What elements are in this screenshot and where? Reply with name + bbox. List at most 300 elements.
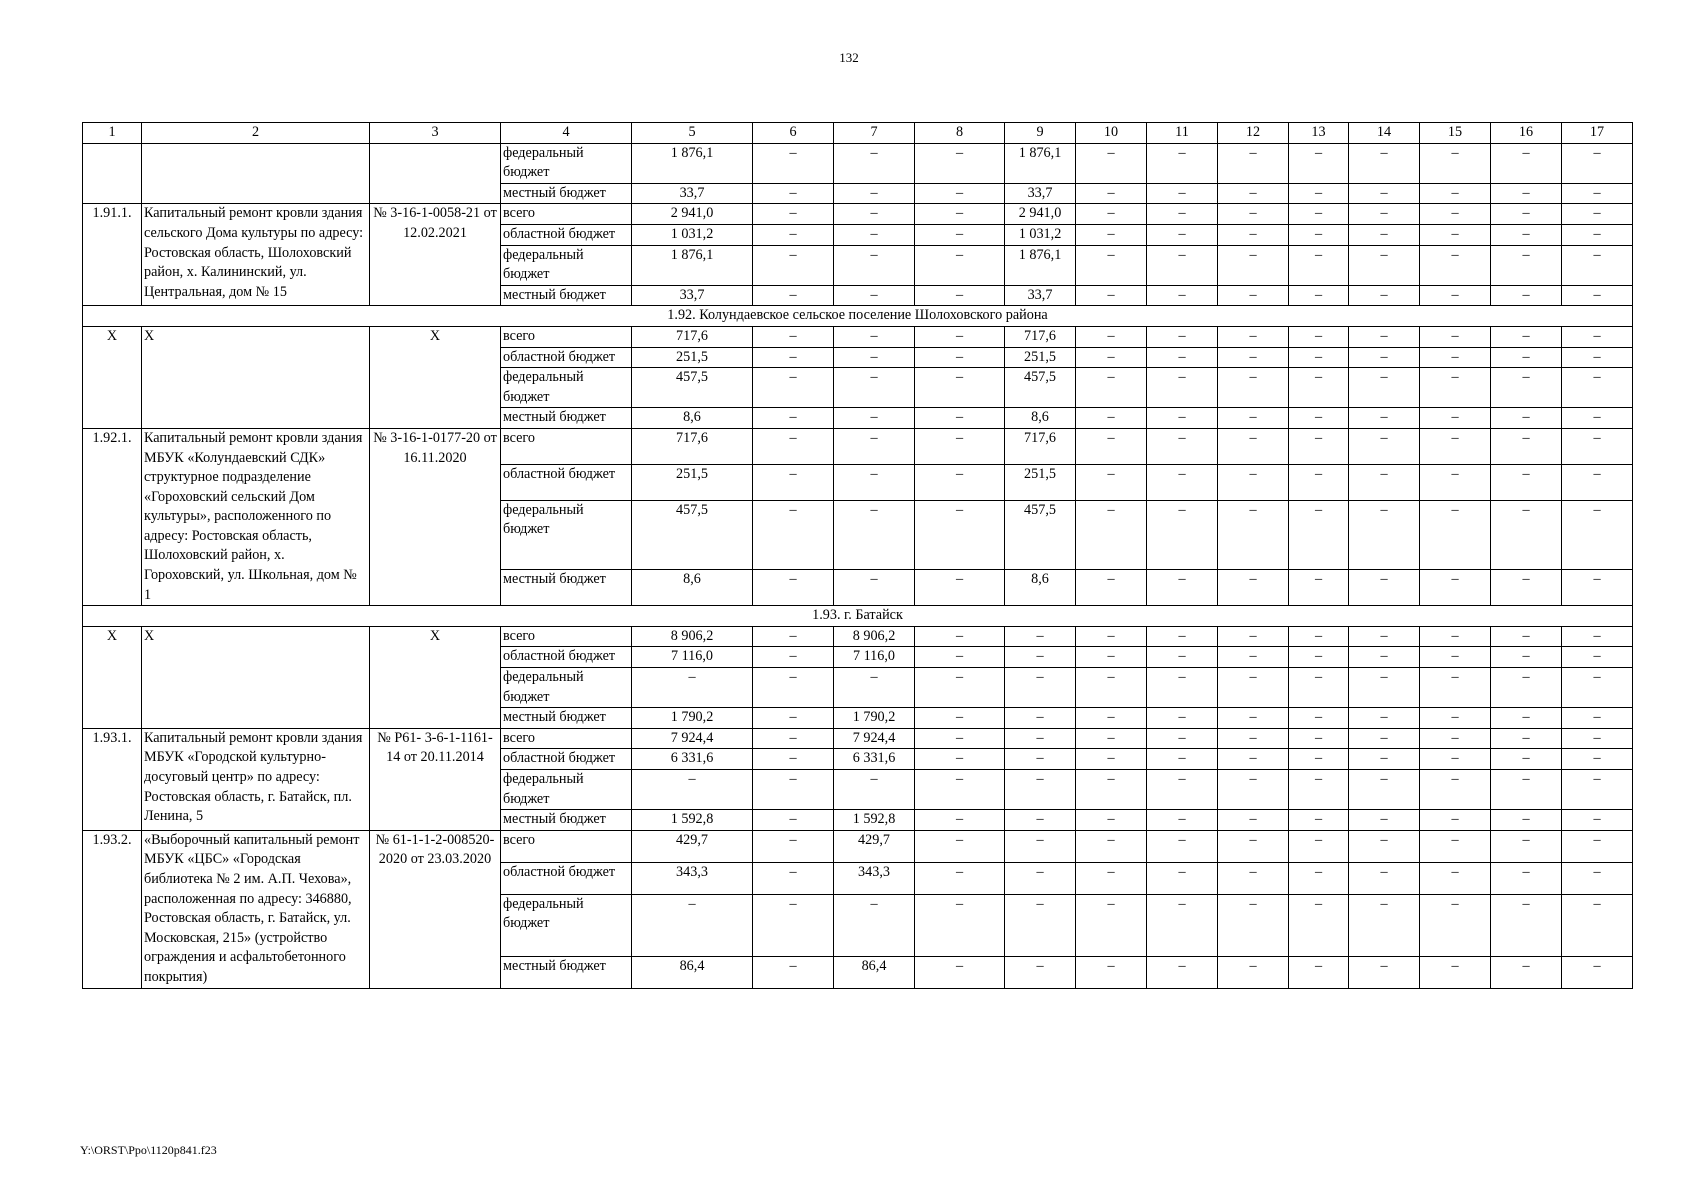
value-cell: – [915,368,1005,408]
value-cell: – [1147,728,1218,749]
value-cell: – [1147,668,1218,708]
value-cell: – [1491,368,1562,408]
value-cell: – [1005,770,1076,810]
value-cell: – [1491,285,1562,306]
value-cell: – [1562,204,1633,225]
value-cell: – [1562,464,1633,500]
budget-type-cell: местный бюджет [501,956,632,988]
value-cell: – [915,500,1005,570]
value-cell: – [1289,810,1349,831]
budget-type-cell: всего [501,728,632,749]
value-cell: 7 924,4 [632,728,753,749]
value-cell: – [1218,570,1289,606]
value-cell: 6 331,6 [834,749,915,770]
budget-type-cell: местный бюджет [501,285,632,306]
value-cell: – [1076,500,1147,570]
value-cell: – [1562,894,1633,956]
value-cell: – [1420,894,1491,956]
value-cell: – [1562,368,1633,408]
value-cell: 1 876,1 [1005,245,1076,285]
value-cell: 251,5 [632,347,753,368]
value-cell: 1 031,2 [632,224,753,245]
item-number-cell: Х [83,326,142,428]
value-cell: – [915,347,1005,368]
value-cell: – [1289,285,1349,306]
value-cell: – [1289,668,1349,708]
value-cell: – [1076,570,1147,606]
value-cell: – [1349,368,1420,408]
value-cell: 33,7 [632,285,753,306]
value-cell: – [834,500,915,570]
value-cell: – [1420,204,1491,225]
header-cell: 5 [632,123,753,144]
value-cell: – [1562,647,1633,668]
value-cell: – [1147,810,1218,831]
value-cell: – [1147,347,1218,368]
budget-type-cell: всего [501,326,632,347]
document-cell: № 3-16-1-0177-20 от 16.11.2020 [370,428,501,605]
value-cell: – [1076,204,1147,225]
item-number-cell: 1.93.1. [83,728,142,830]
value-cell: – [1420,956,1491,988]
value-cell: – [1562,428,1633,464]
value-cell: – [1289,224,1349,245]
header-cell: 3 [370,123,501,144]
value-cell: – [753,770,834,810]
budget-type-cell: областной бюджет [501,464,632,500]
value-cell: – [1420,810,1491,831]
value-cell: – [915,245,1005,285]
value-cell: – [1147,368,1218,408]
header-cell: 6 [753,123,834,144]
value-cell: – [1491,204,1562,225]
value-cell: 343,3 [632,862,753,894]
value-cell: 251,5 [1005,347,1076,368]
value-cell: – [1491,770,1562,810]
value-cell: 1 790,2 [632,708,753,729]
value-cell: – [1147,770,1218,810]
value-cell: – [1349,500,1420,570]
value-cell: 33,7 [632,183,753,204]
value-cell: – [1491,347,1562,368]
value-cell: – [753,368,834,408]
value-cell: – [1147,326,1218,347]
value-cell: – [1420,728,1491,749]
value-cell: – [1349,143,1420,183]
value-cell: – [1005,708,1076,729]
value-cell: – [1491,408,1562,429]
value-cell: – [1076,770,1147,810]
value-cell: – [1289,894,1349,956]
table-body [83,143,1633,988]
value-cell: 1 031,2 [1005,224,1076,245]
budget-type-cell: местный бюджет [501,708,632,729]
value-cell: – [1491,428,1562,464]
value-cell: – [1147,749,1218,770]
value-cell: 2 941,0 [632,204,753,225]
value-cell: – [1420,708,1491,729]
value-cell: – [1147,183,1218,204]
budget-type-cell: областной бюджет [501,862,632,894]
value-cell: – [1349,464,1420,500]
item-number-cell: 1.92.1. [83,428,142,605]
value-cell: – [834,408,915,429]
value-cell: – [1147,285,1218,306]
value-cell: – [915,708,1005,729]
value-cell: – [1562,668,1633,708]
value-cell: – [1147,500,1218,570]
value-cell: – [1420,347,1491,368]
value-cell: – [1420,143,1491,183]
value-cell: – [1218,500,1289,570]
value-cell: 86,4 [632,956,753,988]
value-cell: – [1562,626,1633,647]
value-cell: – [1289,245,1349,285]
value-cell: – [1218,428,1289,464]
value-cell: – [1420,224,1491,245]
value-cell: – [915,810,1005,831]
value-cell: – [1420,668,1491,708]
value-cell: – [1349,326,1420,347]
value-cell: – [753,183,834,204]
value-cell: – [1218,956,1289,988]
value-cell: – [1289,368,1349,408]
budget-type-cell: местный бюджет [501,183,632,204]
header-cell: 8 [915,123,1005,144]
value-cell: – [1218,464,1289,500]
value-cell: – [1218,862,1289,894]
value-cell: 8 906,2 [834,626,915,647]
value-cell: – [1349,830,1420,862]
value-cell: 1 876,1 [632,143,753,183]
value-cell: – [915,862,1005,894]
value-cell: – [1420,245,1491,285]
value-cell: – [1218,894,1289,956]
item-name-cell: Капитальный ремонт кровли здания МБУК «Городской культурно-досуговый центр» по адресу: Ростовская область, г. Батайск, пл. Ленина, 5 [142,728,370,830]
value-cell: 251,5 [1005,464,1076,500]
value-cell: – [1562,183,1633,204]
value-cell: – [1076,285,1147,306]
value-cell: – [1420,626,1491,647]
value-cell: – [915,749,1005,770]
value-cell: – [834,183,915,204]
value-cell: – [834,143,915,183]
value-cell: – [1005,749,1076,770]
value-cell: – [1147,570,1218,606]
value-cell: – [1218,204,1289,225]
value-cell: – [1005,862,1076,894]
value-cell: – [1218,749,1289,770]
item-number-cell: 1.91.1. [83,204,142,306]
cont-col-3 [370,143,501,204]
value-cell: – [1289,347,1349,368]
value-cell: – [1076,810,1147,831]
value-cell: – [1349,749,1420,770]
value-cell: 717,6 [632,428,753,464]
value-cell: – [1218,408,1289,429]
value-cell: – [1349,285,1420,306]
value-cell: – [1349,245,1420,285]
value-cell: – [1076,647,1147,668]
value-cell: – [1349,728,1420,749]
budget-type-cell: федеральный бюджет [501,245,632,285]
value-cell: – [1076,956,1147,988]
value-cell: – [1076,245,1147,285]
value-cell: – [1349,647,1420,668]
value-cell: – [1491,810,1562,831]
value-cell: – [1420,428,1491,464]
value-cell: – [834,770,915,810]
value-cell: – [915,408,1005,429]
value-cell: – [1289,862,1349,894]
value-cell: – [1289,626,1349,647]
value-cell: – [1562,810,1633,831]
value-cell: 1 592,8 [834,810,915,831]
page-number: 132 [839,50,859,65]
value-cell: 457,5 [632,500,753,570]
value-cell: – [834,668,915,708]
value-cell: – [1349,770,1420,810]
table-row [83,728,1633,749]
value-cell: – [1289,770,1349,810]
value-cell: – [1349,204,1420,225]
value-cell: – [1491,830,1562,862]
header-cell: 15 [1420,123,1491,144]
value-cell: – [1005,956,1076,988]
document-cell: Х [370,326,501,428]
item-name-cell: «Выборочный капитальный ремонт МБУК «ЦБС» «Городская библиотека № 2 им. А.П. Чехова», расположенная по адресу: 346880, Ростовская область, г. Батайск, ул. Московская, 215» (устройство ограждения и асфальтобетонного покрытия) [142,830,370,988]
value-cell: 8,6 [1005,570,1076,606]
value-cell: – [1349,668,1420,708]
value-cell: – [915,143,1005,183]
budget-type-cell: федеральный бюджет [501,368,632,408]
value-cell: – [1349,224,1420,245]
header-cell: 17 [1562,123,1633,144]
header-cell: 13 [1289,123,1349,144]
document-cell: № Р61- 3-6-1-1161-14 от 20.11.2014 [370,728,501,830]
value-cell: – [632,894,753,956]
value-cell: – [1562,285,1633,306]
value-cell: – [1005,810,1076,831]
value-cell: – [834,464,915,500]
value-cell: – [1076,368,1147,408]
value-cell: 1 876,1 [1005,143,1076,183]
value-cell: – [1562,770,1633,810]
value-cell: – [1491,570,1562,606]
value-cell: – [915,204,1005,225]
value-cell: – [1349,708,1420,729]
header-row [83,123,1633,144]
value-cell: – [1562,708,1633,729]
value-cell: – [915,224,1005,245]
value-cell: – [1289,326,1349,347]
value-cell: – [1491,862,1562,894]
value-cell: – [915,894,1005,956]
document-cell: № 3-16-1-0058-21 от 12.02.2021 [370,204,501,306]
value-cell: 6 331,6 [632,749,753,770]
value-cell: – [1289,570,1349,606]
value-cell: 7 116,0 [834,647,915,668]
budget-type-cell: федеральный бюджет [501,668,632,708]
value-cell: – [1491,143,1562,183]
value-cell: – [1005,647,1076,668]
value-cell: – [834,245,915,285]
value-cell: – [1349,626,1420,647]
value-cell: – [1076,708,1147,729]
value-cell: – [1076,183,1147,204]
value-cell: – [915,668,1005,708]
value-cell: – [915,770,1005,810]
value-cell: – [1218,728,1289,749]
value-cell: – [753,204,834,225]
value-cell: – [1289,183,1349,204]
value-cell: – [1491,183,1562,204]
table-row [83,326,1633,347]
table-row [83,626,1633,647]
value-cell: – [1147,428,1218,464]
header-cell: 9 [1005,123,1076,144]
value-cell: – [753,326,834,347]
value-cell: – [1076,749,1147,770]
budget-type-cell: федеральный бюджет [501,500,632,570]
budget-type-cell: федеральный бюджет [501,894,632,956]
value-cell: – [1491,668,1562,708]
value-cell: – [1562,749,1633,770]
value-cell: – [1491,708,1562,729]
value-cell: – [1562,408,1633,429]
header-cell: 16 [1491,123,1562,144]
section-title: 1.93. г. Батайск [83,606,1633,627]
value-cell: – [1076,428,1147,464]
value-cell: – [753,500,834,570]
value-cell: – [1562,830,1633,862]
section-title: 1.92. Колундаевское сельское поселение Шолоховского района [83,306,1633,327]
value-cell: – [1005,728,1076,749]
value-cell: – [834,285,915,306]
value-cell: – [1562,956,1633,988]
value-cell: – [1349,408,1420,429]
budget-type-cell: федеральный бюджет [501,770,632,810]
value-cell: – [753,810,834,831]
cont-col-2 [142,143,370,204]
value-cell: 33,7 [1005,285,1076,306]
value-cell: – [834,224,915,245]
budget-type-cell: всего [501,830,632,862]
value-cell: – [834,428,915,464]
value-cell: – [1420,408,1491,429]
value-cell: – [1289,647,1349,668]
value-cell: – [834,368,915,408]
footer-path: Y:\ORST\Ppo\1120p841.f23 [80,1143,217,1157]
budget-type-cell: областной бюджет [501,224,632,245]
budget-type-cell: областной бюджет [501,647,632,668]
value-cell: – [1349,862,1420,894]
value-cell: – [1420,830,1491,862]
item-name-cell: Капитальный ремонт кровли здания сельского Дома культуры по адресу: Ростовская область, Шолоховский район, х. Калининский, ул. Центральная, дом № 15 [142,204,370,306]
value-cell: – [1218,326,1289,347]
budget-type-cell: областной бюджет [501,749,632,770]
value-cell: 717,6 [1005,326,1076,347]
item-number-cell: 1.93.2. [83,830,142,988]
value-cell: – [1562,224,1633,245]
value-cell: – [753,728,834,749]
value-cell: – [753,894,834,956]
value-cell: – [1218,708,1289,729]
value-cell: – [1076,728,1147,749]
value-cell: – [1147,143,1218,183]
value-cell: – [1491,464,1562,500]
item-name-cell: Х [142,626,370,728]
value-cell: – [632,770,753,810]
value-cell: – [1147,708,1218,729]
value-cell: – [753,464,834,500]
value-cell: – [1147,626,1218,647]
value-cell: – [1420,862,1491,894]
value-cell: – [1218,224,1289,245]
value-cell: – [1147,408,1218,429]
value-cell: – [1289,143,1349,183]
header-cell: 11 [1147,123,1218,144]
value-cell: 2 941,0 [1005,204,1076,225]
value-cell: 8,6 [632,408,753,429]
value-cell: – [915,570,1005,606]
value-cell: 86,4 [834,956,915,988]
value-cell: 33,7 [1005,183,1076,204]
value-cell: 429,7 [834,830,915,862]
value-cell: – [1289,408,1349,429]
value-cell: – [1349,428,1420,464]
value-cell: – [1218,626,1289,647]
value-cell: – [915,285,1005,306]
value-cell: – [1147,464,1218,500]
item-number-cell: Х [83,626,142,728]
value-cell: – [1289,728,1349,749]
value-cell: – [915,830,1005,862]
value-cell: – [753,143,834,183]
value-cell: – [1289,830,1349,862]
value-cell: – [1076,464,1147,500]
value-cell: – [1218,183,1289,204]
value-cell: – [1491,326,1562,347]
value-cell: – [1218,810,1289,831]
header-cell: 14 [1349,123,1420,144]
value-cell: – [1289,500,1349,570]
value-cell: – [915,956,1005,988]
table-row [83,204,1633,225]
value-cell: – [753,626,834,647]
value-cell: – [753,408,834,429]
value-cell: 457,5 [632,368,753,408]
value-cell: – [1491,728,1562,749]
document-cell: Х [370,626,501,728]
value-cell: – [1218,143,1289,183]
value-cell: – [753,956,834,988]
value-cell: – [1289,956,1349,988]
section-row [83,606,1633,627]
value-cell: – [753,245,834,285]
value-cell: – [753,708,834,729]
budget-table [82,122,1633,989]
value-cell: – [1420,326,1491,347]
value-cell: 7 116,0 [632,647,753,668]
value-cell: – [1218,668,1289,708]
value-cell: – [915,647,1005,668]
value-cell: – [1491,647,1562,668]
value-cell: – [1076,894,1147,956]
value-cell: – [1562,728,1633,749]
item-name-cell: Капитальный ремонт кровли здания МБУК «Колундаевский СДК» структурное подразделение «Гороховский сельский Дом культуры», расположенного по адресу: Ростовская область, Шолоховский район, х. Гороховский, ул. Школьная, дом № 1 [142,428,370,605]
value-cell: – [1147,647,1218,668]
